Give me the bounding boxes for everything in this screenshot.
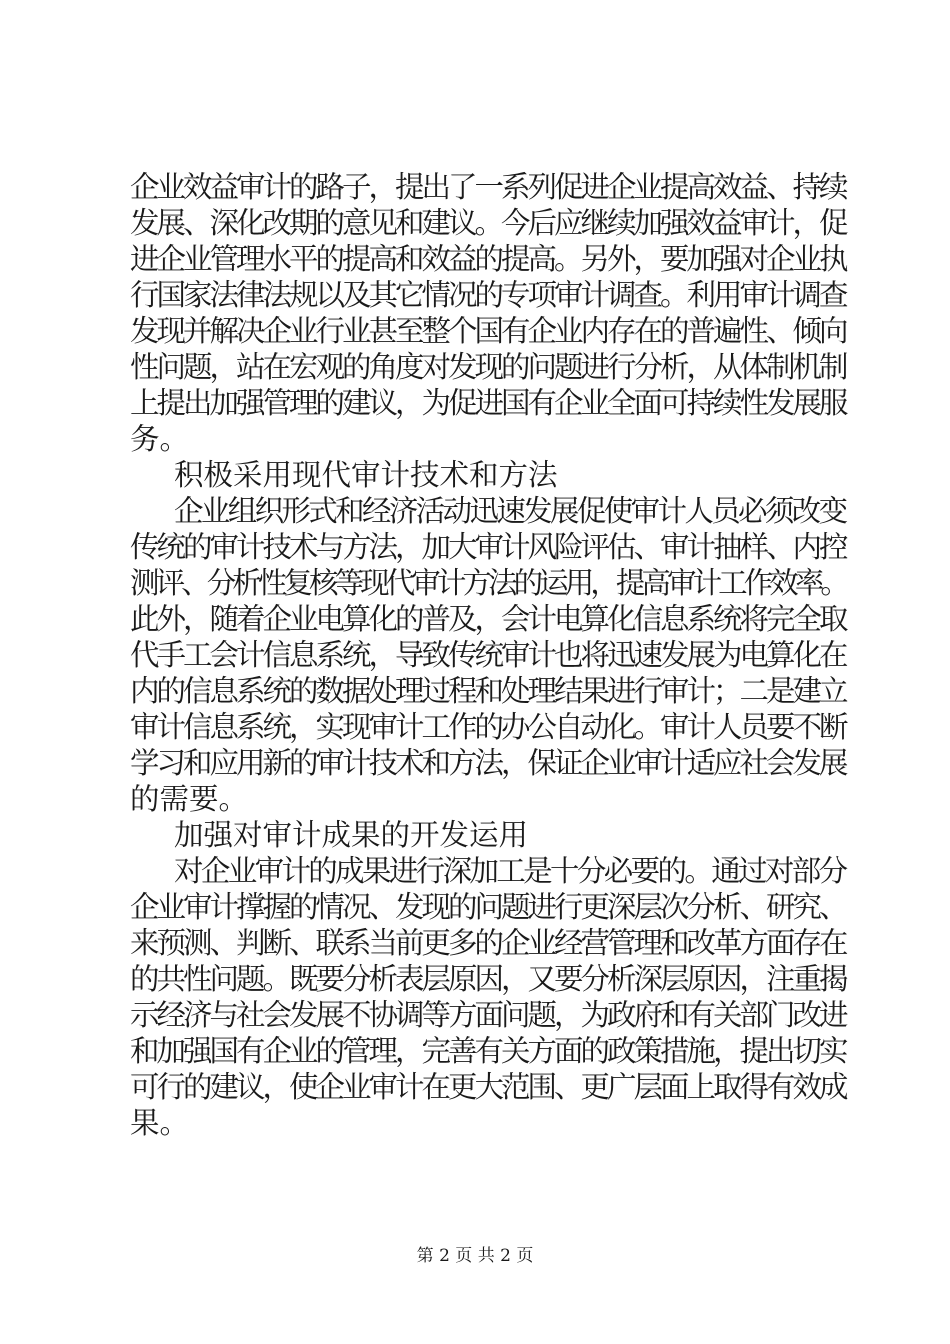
text-line: 企业审计撑握的情况、发现的问题进行更深层次分析、研究、 xyxy=(130,890,846,924)
text-line: 和加强国有企业的管理，完善有关方面的政策措施，提出切实 xyxy=(130,1034,846,1068)
text-line: 企业组织形式和经济活动迅速发展促使审计人员必须改变 xyxy=(174,494,846,528)
text-line: 测评、分析性复核等现代审计方法的运用，提高审计工作效率。 xyxy=(130,566,847,600)
text-line: 来预测、判断、联系当前更多的企业经营管理和改革方面存在 xyxy=(130,926,846,960)
text-line: 果。 xyxy=(130,1106,190,1140)
text-line: 内的信息系统的数据处理过程和处理结果进行审计；二是建立 xyxy=(130,674,846,708)
text-line: 发现并解决企业行业甚至整个国有企业内存在的普遍性、倾向 xyxy=(130,314,846,348)
text-line: 上提出加强管理的建议，为促进国有企业全面可持续性发展服 xyxy=(130,386,846,420)
text-line: 此外，随着企业电算化的普及，会计电算化信息系统将完全取 xyxy=(130,602,846,636)
text-line: 对企业审计的成果进行深加工是十分必要的。通过对部分 xyxy=(174,854,846,888)
text-line: 积极采用现代审计技术和方法 xyxy=(174,458,558,492)
text-line: 的需要。 xyxy=(130,782,249,816)
text-line: 行国家法律法规以及其它情况的专项审计调查。利用审计调查 xyxy=(130,278,846,312)
text-line: 企业效益审计的路子，提出了一系列促进企业提高效益、持续 xyxy=(130,170,846,204)
text-line: 传统的审计技术与方法，加大审计风险评估、审计抽样、内控 xyxy=(130,530,846,564)
text-line: 务。 xyxy=(130,422,190,456)
text-line: 可行的建议，使企业审计在更大范围、更广层面上取得有效成 xyxy=(130,1070,846,1104)
document-body xyxy=(130,169,847,1141)
text-line: 审计信息系统，实现审计工作的办公自动化。审计人员要不断 xyxy=(130,710,846,744)
text-line: 性问题，站在宏观的角度对发现的问题进行分析，从体制机制 xyxy=(130,350,846,384)
page-footer: 第 2 页 共 2 页 xyxy=(416,1246,534,1266)
text-line: 示经济与社会发展不协调等方面问题，为政府和有关部门改进 xyxy=(130,998,846,1032)
text-line: 发展、深化改期的意见和建议。今后应继续加强效益审计，促 xyxy=(130,206,846,240)
text-line: 进企业管理水平的提高和效益的提高。另外，要加强对企业执 xyxy=(130,242,846,276)
text-line: 学习和应用新的审计技术和方法，保证企业审计适应社会发展 xyxy=(130,746,846,780)
text-line: 加强对审计成果的开发运用 xyxy=(174,818,529,852)
text-line: 的共性问题。既要分析表层原因，又要分析深层原因，注重揭 xyxy=(130,962,846,996)
text-line: 代手工会计信息系统，导致传统审计也将迅速发展为电算化在 xyxy=(130,638,846,672)
